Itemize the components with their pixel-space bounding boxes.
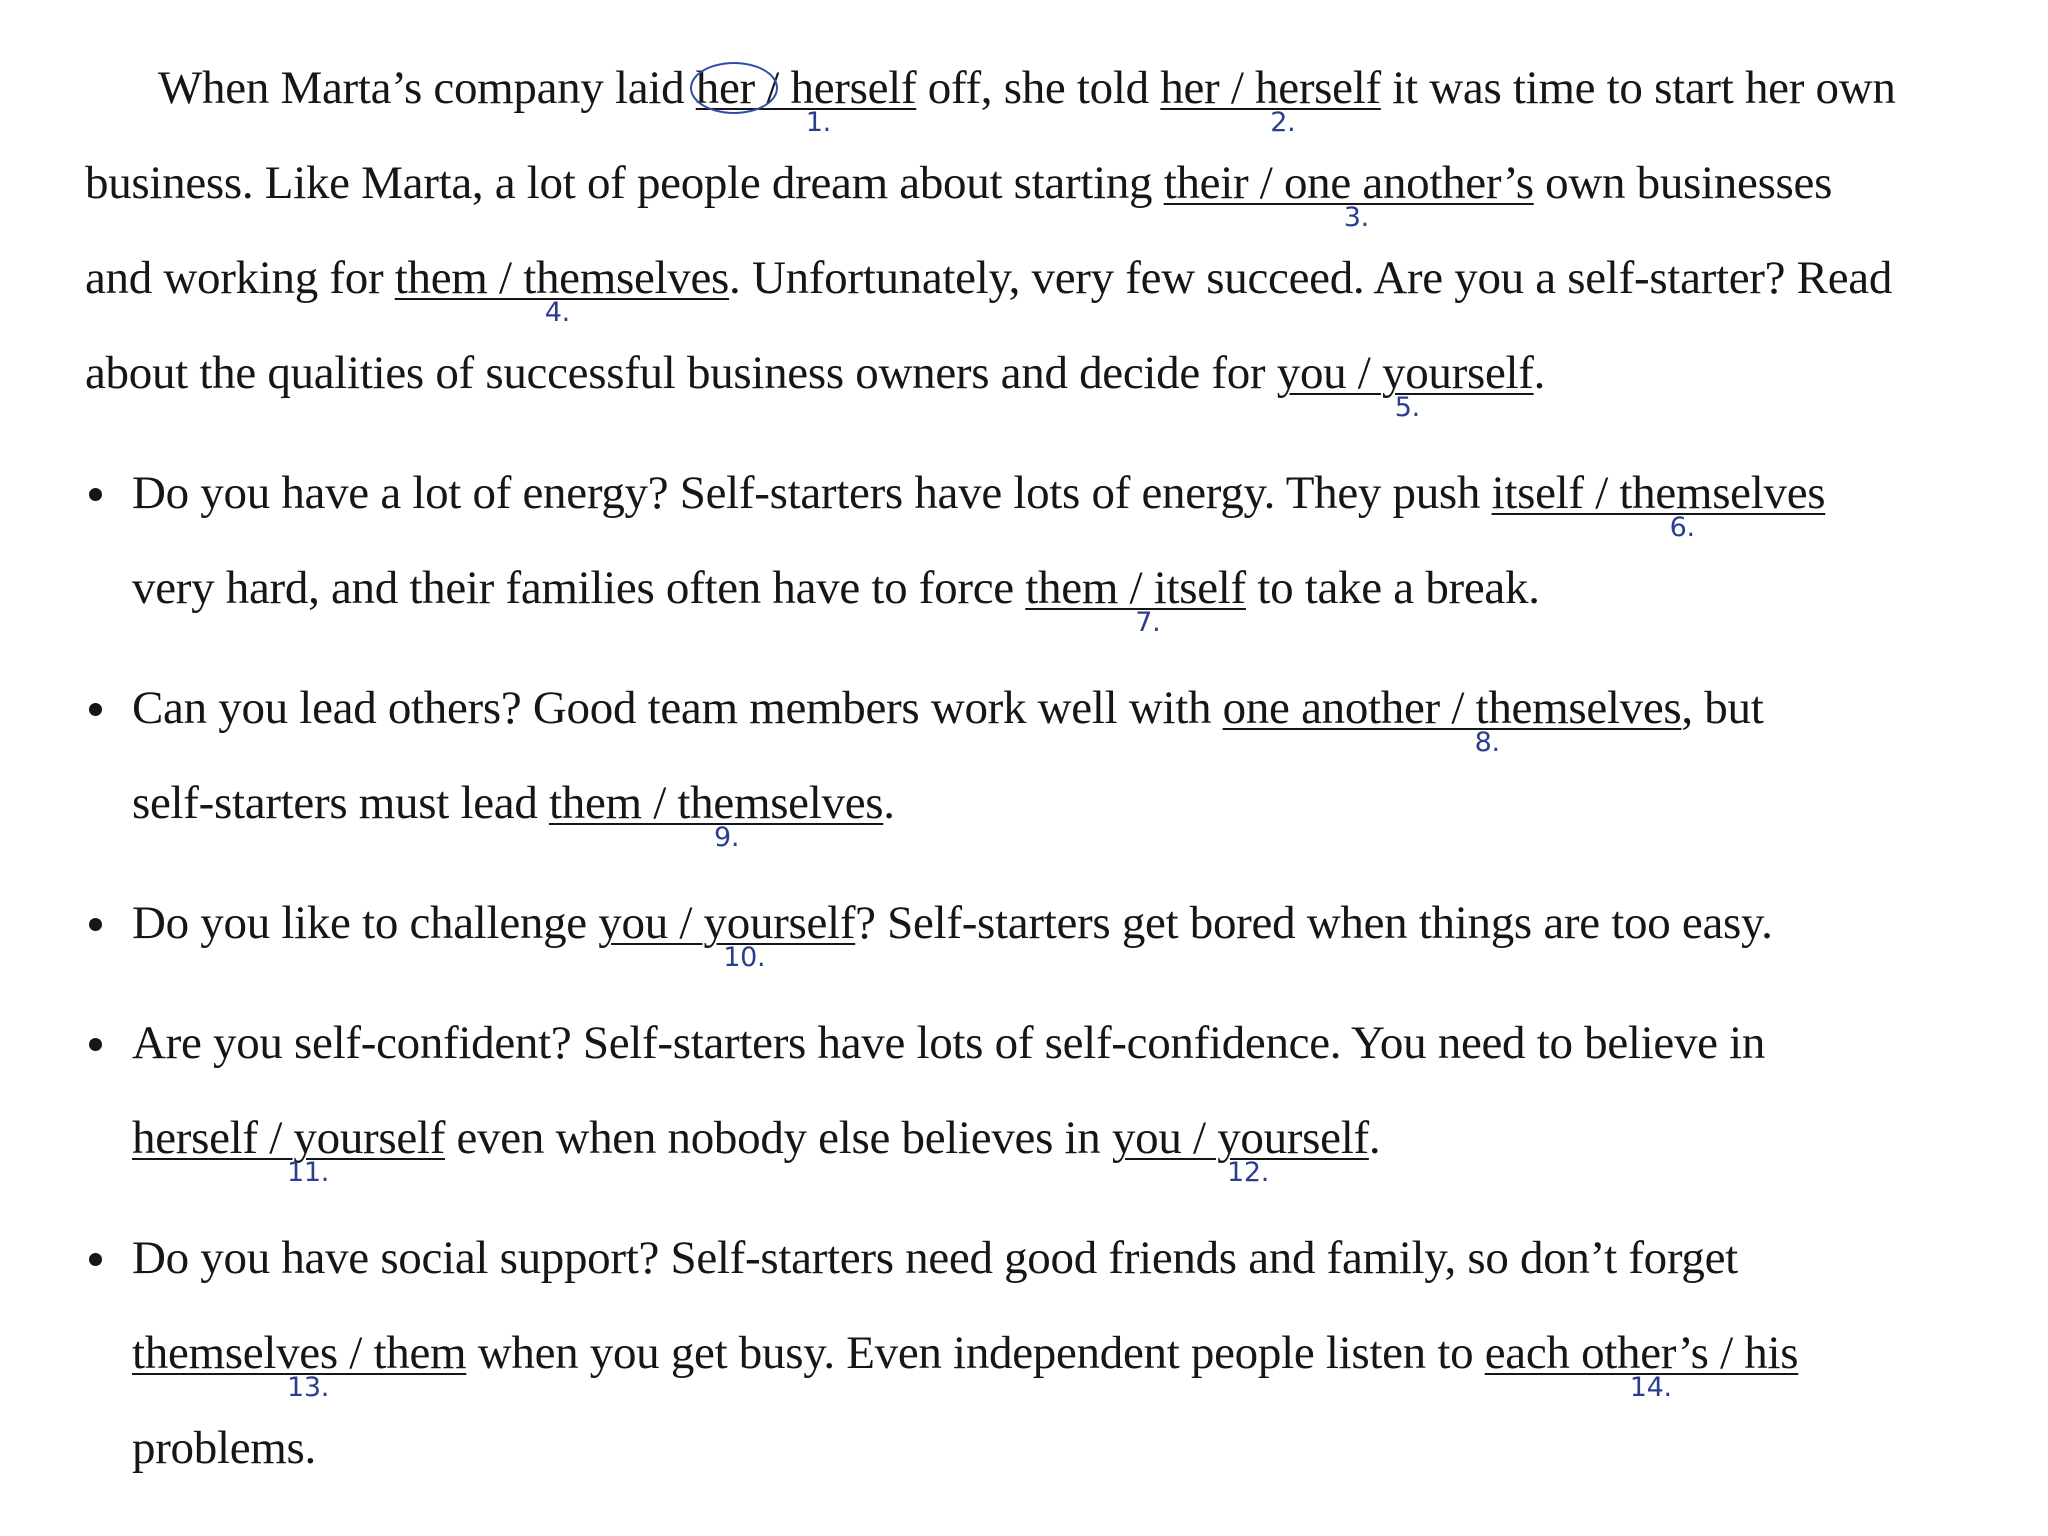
bullet-text: , but: [1681, 682, 1764, 734]
number-label-10: 10.: [723, 942, 766, 973]
bullet-text: Do you like to challenge: [132, 897, 599, 949]
blank-5[interactable]: [1276, 345, 1534, 423]
blank-12-options: you / yourself: [1111, 1112, 1369, 1164]
bullet-energy-line-1: [132, 465, 1826, 543]
bullet-support-line-3: [132, 1420, 316, 1476]
blank-2[interactable]: [1160, 60, 1381, 138]
bullet-text: Can you lead others? Good team members work well with: [132, 682, 1223, 734]
bullet-dot: [89, 918, 102, 931]
number-label-5: 5.: [1394, 392, 1420, 423]
bullet-lead-line-2: [132, 775, 895, 853]
blank-6-options: itself / themselves: [1491, 467, 1826, 519]
circle-mark: [690, 62, 778, 114]
number-label-6: 6.: [1669, 512, 1695, 543]
intro-text: it was time to start her own: [1380, 62, 1896, 114]
blank-13[interactable]: [132, 1325, 467, 1403]
blank-9[interactable]: [548, 775, 884, 853]
bullet-text: when you get busy. Even independent people listen to: [466, 1327, 1485, 1379]
bullet-challenge-line-1: [132, 895, 1773, 973]
bullet-text: Do you have a lot of energy? Self-starters have lots of energy. They push: [132, 467, 1492, 519]
bullet-text: very hard, and their families often have to force: [132, 562, 1026, 614]
blank-10-options: you / yourself: [598, 897, 856, 949]
blank-2-options: her / herself: [1160, 62, 1381, 114]
intro-line-1: [158, 60, 1896, 138]
blank-5-options: you / yourself: [1276, 347, 1534, 399]
intro-text: . Unfortunately, very few succeed. Are you a self-starter? Read: [729, 252, 1893, 304]
blank-8[interactable]: [1222, 680, 1682, 758]
number-label-2: 2.: [1270, 107, 1296, 138]
blank-14-options: each other’s / his: [1484, 1327, 1799, 1379]
bullet-text: Do you have social support? Self-starters need good friends and family, so don’t forget: [132, 1232, 1738, 1284]
number-label-12: 12.: [1226, 1157, 1269, 1188]
blank-11-options: herself / yourself: [132, 1112, 446, 1164]
blank-11[interactable]: [132, 1110, 446, 1188]
blank-9-options: them / themselves: [548, 777, 884, 829]
blank-7[interactable]: [1025, 560, 1246, 638]
bullet-dot: [89, 1253, 102, 1266]
bullet-text: self-starters must lead: [132, 777, 549, 829]
bullet-text: to take a break.: [1245, 562, 1540, 614]
blank-12[interactable]: [1111, 1110, 1369, 1188]
bullet-dot: [89, 488, 102, 501]
bullet-text: even when nobody else believes in: [445, 1112, 1112, 1164]
number-label-3: 3.: [1343, 202, 1369, 233]
bullet-support-line-2: [132, 1325, 1799, 1403]
intro-text: .: [1533, 347, 1546, 399]
intro-text: When Marta’s company laid: [158, 62, 696, 114]
number-label-4: 4.: [544, 297, 570, 328]
bullet-confident-line-2: [132, 1110, 1381, 1188]
blank-3[interactable]: [1163, 155, 1534, 233]
blank-10[interactable]: [598, 895, 856, 973]
bullet-energy-line-2: [132, 560, 1540, 638]
bullet-text: problems.: [132, 1422, 316, 1474]
blank-4-options: them / themselves: [394, 252, 730, 304]
intro-text: own businesses: [1533, 157, 1833, 209]
number-label-9: 9.: [713, 822, 740, 853]
bullet-text: ? Self-starters get bored when things are too easy.: [855, 897, 1773, 949]
bullet-text: .: [883, 777, 895, 829]
bullet-text: Are you self-confident? Self-starters have lots of self-confidence. You need to believe in: [132, 1017, 1766, 1069]
intro-line-2: [85, 155, 1833, 233]
blank-1[interactable]: [695, 60, 917, 138]
blank-14[interactable]: [1484, 1325, 1799, 1403]
number-label-7: 7.: [1135, 607, 1161, 638]
intro-line-3: [85, 250, 1893, 328]
bullet-text: .: [1368, 1112, 1381, 1164]
blank-4[interactable]: [394, 250, 730, 328]
blank-13-options: themselves / them: [132, 1327, 467, 1379]
number-label-11: 11.: [287, 1157, 330, 1188]
number-label-13: 13.: [287, 1372, 330, 1403]
bullet-support-line-1: [132, 1230, 1738, 1286]
blank-1-options: her / herself: [695, 62, 917, 114]
intro-line-4: [85, 345, 1546, 423]
bullet-dot: [89, 1038, 102, 1051]
intro-text: business. Like Marta, a lot of people dream about starting: [85, 157, 1164, 209]
intro-text: off, she told: [916, 62, 1161, 114]
blank-3-options: their / one another’s: [1163, 157, 1534, 209]
bullet-dot: [89, 703, 102, 716]
number-label-8: 8.: [1474, 727, 1500, 758]
number-label-14: 14.: [1629, 1372, 1672, 1403]
blank-8-options: one another / themselves: [1222, 682, 1682, 734]
bullet-lead-line-1: [132, 680, 1764, 758]
bullet-confident-line-1: [132, 1015, 1765, 1071]
intro-text: about the qualities of successful business owners and decide for: [85, 347, 1277, 399]
blank-6[interactable]: [1491, 465, 1826, 543]
blank-7-options: them / itself: [1025, 562, 1246, 614]
number-label-1: 1.: [805, 107, 831, 138]
intro-text: and working for: [85, 252, 395, 304]
